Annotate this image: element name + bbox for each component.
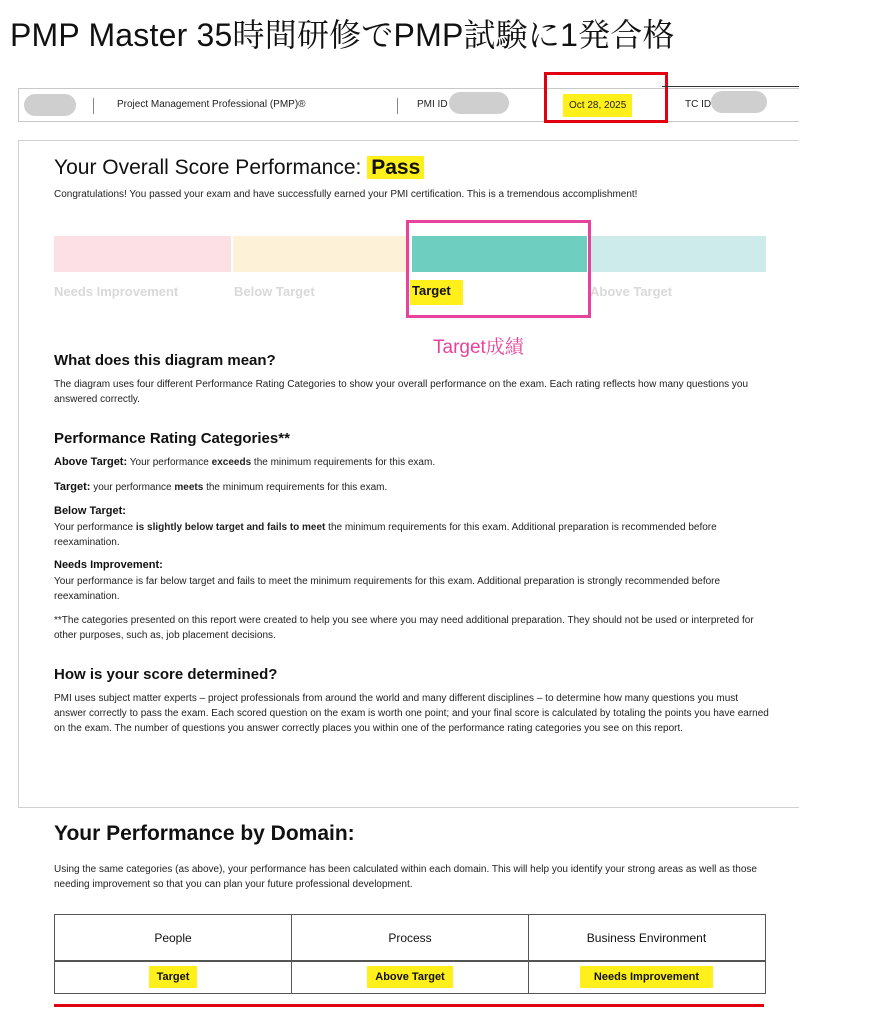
date-highlight-box — [544, 72, 668, 123]
label-below-target: Below Target — [234, 284, 315, 299]
header-divider — [93, 98, 94, 114]
label-target: Target — [410, 280, 463, 305]
diagram-heading: What does this diagram mean? — [54, 352, 276, 369]
above-target-title: Above Target: — [54, 456, 128, 468]
certification-name: Project Management Professional (PMP)® — [117, 99, 306, 110]
above-target-emphasis: exceeds — [211, 457, 252, 468]
rating-cell-process — [292, 961, 529, 993]
above-target-desc — [54, 455, 770, 470]
redacted-tc-id — [711, 91, 767, 113]
rating-process: Above Target — [367, 966, 452, 988]
needs-improvement-title: Needs Improvement: — [54, 559, 163, 571]
target-desc — [54, 480, 770, 495]
rating-business-environment: Needs Improvement — [580, 966, 713, 988]
below-target-text-end: the minimum requirements for this exam. Additional preparation is recommended before reexamination. — [54, 522, 717, 548]
needs-improvement-desc: Your performance is far below target and fails to meet the minimum requirements for this exam. Additional preparation is strongly recommended before reexamination. — [54, 576, 721, 602]
target-highlight-box — [406, 220, 591, 318]
overall-title-text: Your Overall Score Performance: — [54, 156, 362, 179]
redacted-name — [24, 94, 76, 116]
exam-date: Oct 28, 2025 — [563, 94, 632, 117]
domain-cell-business-environment: Business Environment — [586, 930, 707, 945]
domain-table — [54, 914, 766, 994]
tc-id-label: TC ID — [685, 99, 712, 110]
header-divider — [397, 98, 398, 114]
score-text: PMI uses subject matter experts – project professionals from around the world and many different disciplines – to determine how many questions you must answer correctly to pass the exam. Each scored question on the exam is worth one point; and your final score is calculated by totaling the points you have earned on the exam. The number of questions you answer correctly places you within one of the performance rating categories you see on this report. — [54, 693, 769, 734]
target-text: your performance — [93, 482, 175, 493]
above-target-text-end: the minimum requirements for this exam. — [251, 457, 436, 468]
domain-text: Using the same categories (as above), your performance has been calculated within each domain. This will help you identify your strong areas as well as those needing improvement so that you can plan your future professional development. — [54, 864, 757, 890]
target-annotation: Target成績 — [433, 337, 524, 358]
diagram-text: The diagram uses four different Performance Rating Categories to show your overall performance on the exam. Each rating reflects how many questions you answered correctly. — [54, 379, 749, 405]
label-needs-improvement: Needs Improvement — [54, 284, 179, 299]
redacted-pmi-id — [449, 92, 509, 114]
target-text-end: the minimum requirements for this exam. — [203, 482, 388, 493]
segment-below-target — [233, 236, 410, 272]
below-target-emphasis: is slightly below target and fails to meet — [135, 522, 326, 533]
domain-cell-process: Process — [292, 915, 529, 960]
domain-title: Your Performance by Domain: — [54, 822, 355, 845]
rating-cell-people — [55, 961, 292, 993]
overall-result: Pass — [367, 156, 424, 179]
rating-cell-business-environment — [529, 961, 764, 993]
target-emphasis: meets — [174, 482, 204, 493]
overall-score-title — [54, 156, 424, 180]
below-target-desc — [54, 520, 770, 550]
page-title: PMP Master 35時間研修でPMP試験に1発合格 — [10, 17, 675, 53]
domain-cell-people: People — [55, 915, 292, 960]
report-header-strip — [18, 88, 799, 122]
pmi-id-label: PMI ID — [417, 99, 448, 110]
label-above-target: Above Target — [590, 284, 673, 299]
target-title: Target: — [54, 481, 91, 493]
score-heading: How is your score determined? — [54, 666, 278, 683]
categories-heading: Performance Rating Categories** — [54, 430, 290, 447]
above-target-text: Your performance — [129, 457, 212, 468]
rating-people: Target — [149, 966, 198, 988]
segment-above-target — [589, 236, 766, 272]
bottom-red-underline — [54, 1004, 764, 1007]
below-target-text: Your performance — [54, 522, 136, 533]
categories-footnote: **The categories presented on this report were created to help you see where you may need additional preparation. They should not be used or interpreted for other purposes, such as, job placement decisions. — [54, 615, 754, 641]
header-top-line — [662, 86, 799, 87]
below-target-title: Below Target: — [54, 505, 126, 517]
segment-needs-improvement — [54, 236, 231, 272]
congrats-message: Congratulations! You passed your exam and have successfully earned your PMI certification. This is a tremendous accomplishment! — [54, 189, 638, 200]
